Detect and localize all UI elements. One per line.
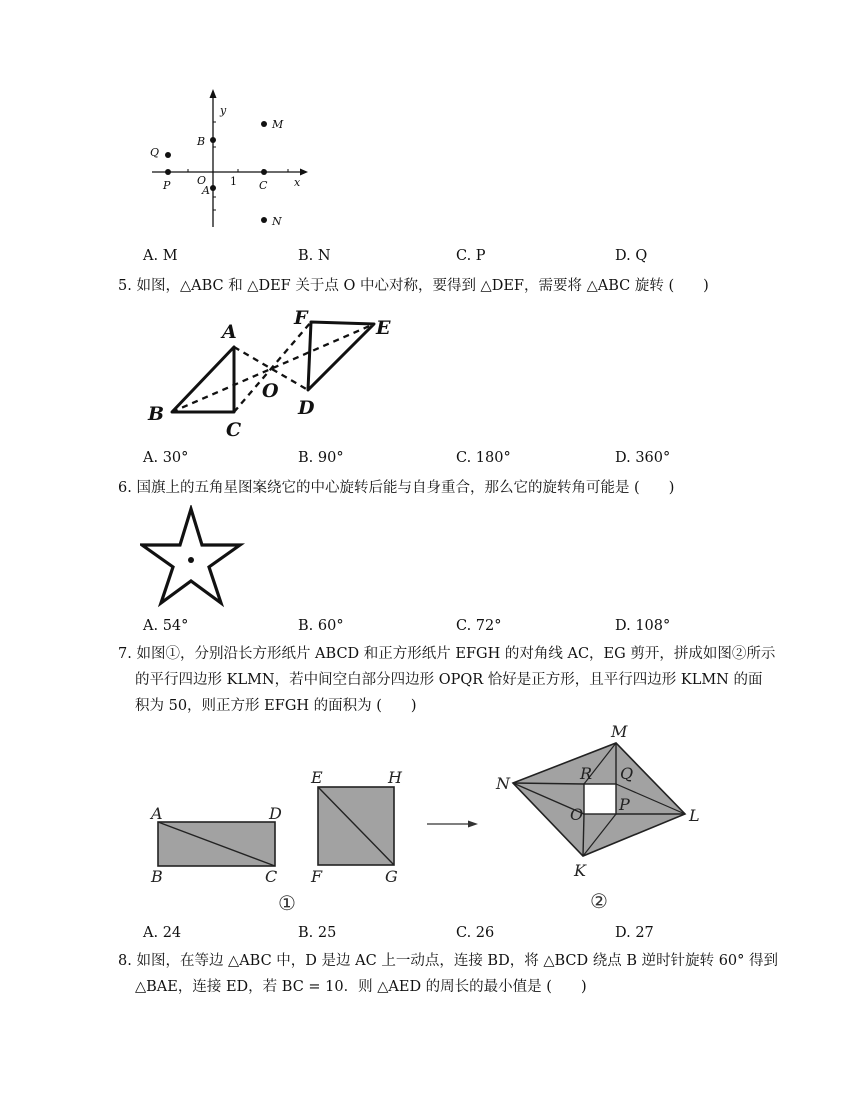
svg-text:N: N	[496, 774, 510, 793]
triangle-ABC	[172, 347, 234, 412]
svg-text:M: M	[611, 722, 628, 741]
q4-option-b: B. N	[298, 248, 331, 264]
svg-text:B: B	[151, 867, 163, 886]
svg-text:P: P	[163, 179, 171, 192]
q8-line-2: △BAE，连接 ED，若 BC = 10．则 △AED 的周长的最小值是 ( )	[135, 979, 587, 995]
svg-text:F: F	[311, 867, 323, 886]
q8-stem	[118, 948, 778, 1000]
svg-text:P: P	[619, 795, 630, 814]
q7-option-b: B. 25	[298, 925, 337, 941]
q6-option-c: C. 72°	[456, 618, 502, 634]
svg-text:A: A	[222, 321, 237, 343]
svg-text:F: F	[294, 307, 308, 329]
q7-line-3: 积为 50，则正方形 EFGH 的面积为 ( )	[135, 698, 417, 714]
q7-option-a: A. 24	[143, 925, 182, 941]
q5-stem: 5. 如图，△ABC 和 △DEF 关于点 O 中心对称，要得到 △DEF，需要将 △ABC 旋转 ( )	[118, 278, 709, 294]
svg-text:②: ②	[590, 889, 608, 913]
figure-1-rectangle	[158, 822, 275, 866]
svg-text:E: E	[311, 768, 323, 787]
svg-text:O: O	[197, 174, 207, 187]
svg-text:D: D	[269, 804, 282, 823]
point-M	[261, 121, 267, 127]
svg-text:E: E	[376, 317, 391, 339]
q7-figures	[140, 720, 720, 920]
q6-stem: 6. 国旗上的五角星图案绕它的中心旋转后能与自身重合，那么它的旋转角可能是 ( )	[118, 480, 675, 496]
svg-text:B: B	[148, 403, 165, 425]
svg-text:B: B	[197, 135, 206, 148]
q8-line-1: 8. 如图，在等边 △ABC 中，D 是边 AC 上一动点，连接 BD，将 △BCD 绕点 B 逆时针旋转 60° 得到	[118, 953, 779, 969]
svg-text:①: ①	[278, 891, 296, 915]
svg-text:D: D	[298, 397, 315, 419]
svg-text:y: y	[220, 104, 227, 117]
q6-star-figure	[140, 505, 246, 611]
svg-text:C: C	[259, 179, 268, 192]
svg-text:M: M	[272, 118, 284, 131]
point-A	[210, 185, 216, 191]
blank-square-OPQR	[584, 784, 616, 814]
q7-line-2: 的平行四边形 KLMN，若中间空白部分四边形 OPQR 恰好是正方形，且平行四边形 KLMN 的面	[135, 672, 763, 688]
svg-text:x: x	[294, 176, 301, 189]
q7-stem	[118, 641, 775, 719]
star-center-point	[188, 557, 194, 563]
svg-text:C: C	[226, 419, 242, 441]
q5-option-b: B. 90°	[298, 450, 344, 466]
q5-option-c: C. 180°	[456, 450, 511, 466]
svg-text:H: H	[388, 768, 402, 787]
point-C	[261, 169, 267, 175]
svg-text:R: R	[580, 764, 593, 783]
svg-text:O: O	[570, 805, 584, 824]
q5-symmetry-figure	[140, 302, 400, 442]
point-Q	[165, 152, 171, 158]
q6-option-a: A. 54°	[143, 618, 189, 634]
svg-text:O: O	[262, 380, 279, 402]
q7-option-d: D. 27	[615, 925, 654, 941]
q6-option-d: D. 108°	[615, 618, 671, 634]
figure-1-square	[318, 787, 394, 865]
svg-text:L: L	[689, 806, 700, 825]
svg-text:G: G	[385, 867, 398, 886]
svg-text:A: A	[151, 804, 163, 823]
svg-text:C: C	[265, 867, 278, 886]
q6-option-b: B. 60°	[298, 618, 344, 634]
q5-option-a: A. 30°	[143, 450, 189, 466]
svg-text:A: A	[202, 184, 210, 197]
svg-text:N: N	[272, 215, 282, 228]
transform-arrow-icon	[427, 821, 478, 828]
q7-option-c: C. 26	[456, 925, 495, 941]
point-N	[261, 217, 267, 223]
triangle-DEF	[308, 322, 374, 390]
q4-option-c: C. P	[456, 248, 486, 264]
q4-coordinate-figure	[140, 82, 320, 242]
q4-option-d: D. Q	[615, 248, 648, 264]
star-icon	[142, 509, 240, 603]
point-B	[210, 137, 216, 143]
figure-2-parallelogram	[513, 743, 685, 856]
q4-option-a: A. M	[143, 248, 178, 264]
q7-line-1: 7. 如图①，分别沿长方形纸片 ABCD 和正方形纸片 EFGH 的对角线 AC，EG 剪开，拼成如图②所示	[118, 646, 776, 662]
q5-option-d: D. 360°	[615, 450, 671, 466]
svg-text:Q: Q	[150, 146, 160, 159]
svg-text:1: 1	[230, 175, 237, 188]
point-P	[165, 169, 171, 175]
svg-text:K: K	[574, 861, 586, 880]
svg-text:Q: Q	[620, 764, 634, 783]
